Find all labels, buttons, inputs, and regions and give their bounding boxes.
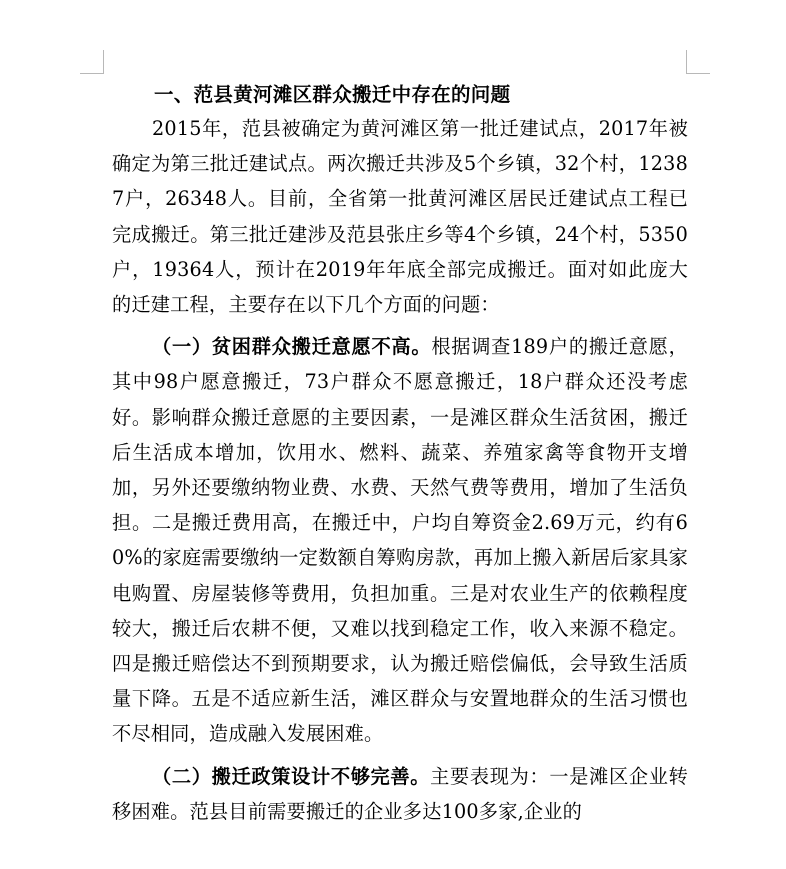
paragraph-text: 主要表现为：一是滩区企业转移困难。范县目前需要搬迁的企业多达100多家,企业的 [112,764,688,823]
paragraph-section-2 [112,759,688,829]
crop-mark-top-left [80,73,104,74]
subsection-heading: （一）贫困群众搬迁意愿不高。 [152,335,432,359]
paragraph-intro [112,111,688,322]
paragraph-text: 2015年，范县被确定为黄河滩区第一批迁建试点，2017年被确定为第三批迁建试点。两次搬迁共涉及5个乡镇，32个村，12387户，26348人。目前，全省第一批黄河滩区居民迁建试点工程已完成搬迁。第三批迁建涉及范县张庄乡等4个乡镇，24个村，5350户，19364人，预计在2019年年底全部完成搬迁。面对如此庞大的迁建工程，主要存在以下几个方面的问题： [112,117,688,317]
crop-mark-top-left [103,50,104,74]
crop-mark-top-right [686,73,710,74]
paragraph-text: 根据调查189户的搬迁意愿，其中98户愿意搬迁，73户群众不愿意搬迁，18户群众还没考虑好。影响群众搬迁意愿的主要因素，一是滩区群众生活贫困，搬迁后生活成本增加，饮用水、燃料、蔬菜、养殖家禽等食物开支增加，另外还要缴纳物业费、水费、天然气费等费用，增加了生活负担。二是搬迁费用高，在搬迁中，户均自筹资金2.69万元，约有60%的家庭需要缴纳一定数额自筹购房款，再加上搬入新居后家具家电购置、房屋装修等费用，负担加重。三是对农业生产的依赖程度较大，搬迁后农耕不便，又难以找到稳定工作，收入来源不稳定。四是搬迁赔偿达不到预期要求，认为搬迁赔偿偏低，会导致生活质量下降。五是不适应新生活，滩区群众与安置地群众的生活习惯也不尽相同，造成融入发展困难。 [112,335,688,746]
document-body [112,79,688,829]
subsection-heading: （二）搬迁政策设计不够完善。 [152,764,431,788]
section-heading: 一、范县黄河滩区群众搬迁中存在的问题 [154,83,511,106]
crop-mark-top-right [686,50,687,74]
paragraph-section-1 [112,329,688,751]
